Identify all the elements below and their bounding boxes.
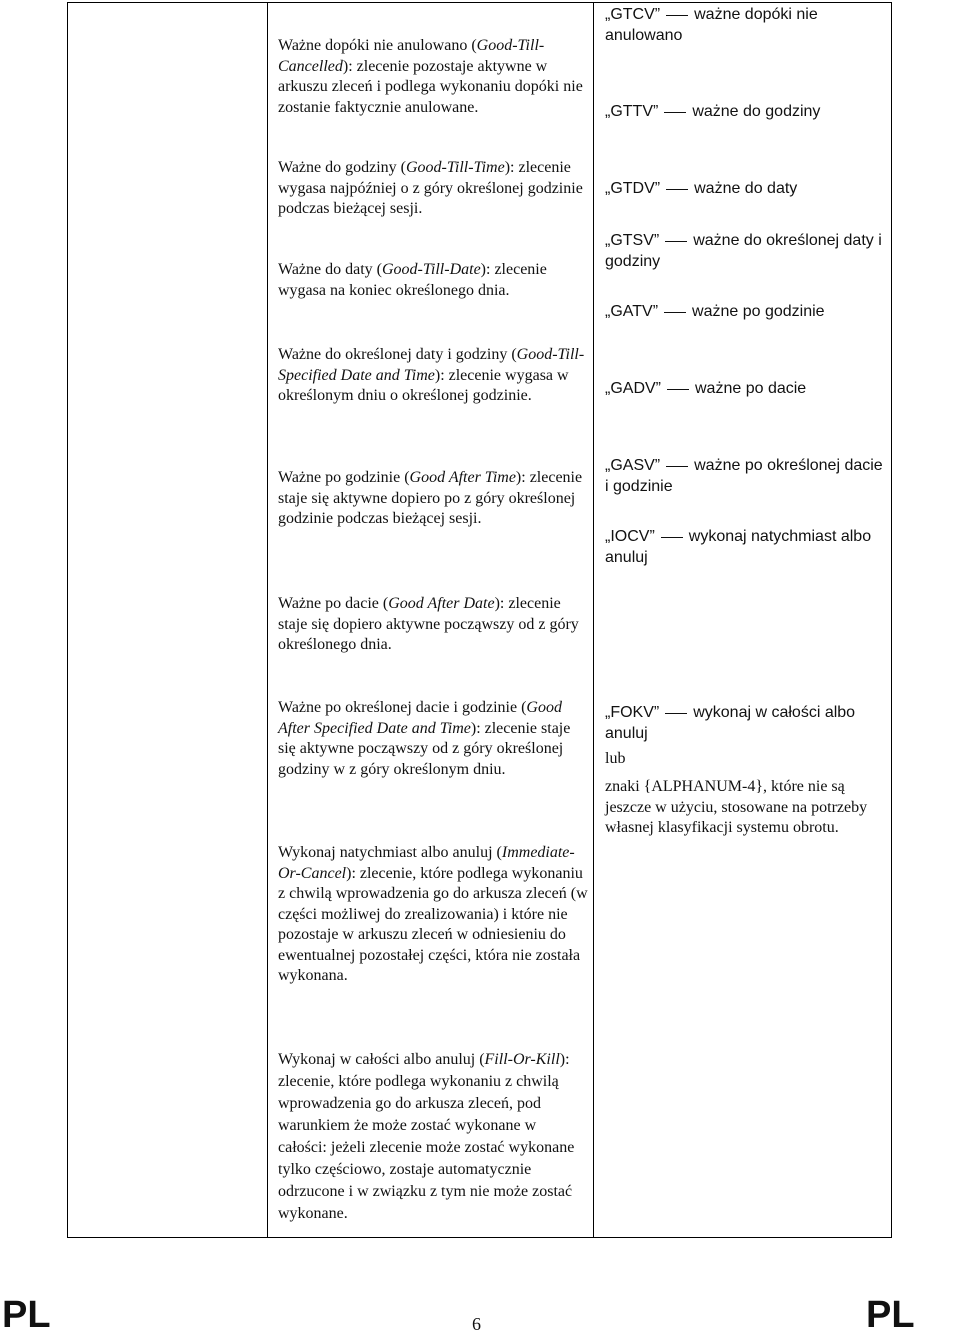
- description-text: ): zlecenie wygasa w określonym dniu o określonej godzinie.: [278, 366, 569, 404]
- description-gtd: [278, 260, 588, 301]
- column-divider: [267, 3, 268, 1237]
- column-divider: [593, 3, 594, 1237]
- description-text: Ważne do określonej daty i godziny (: [278, 346, 517, 363]
- description-text: ): zlecenie, które podlega wykonaniu z chwilą wprowadzenia go do arkusza zleceń (w części możliwej do zrealizowania) i które nie pozostaje w arkuszu zleceń w odniesieniu do ewentualnej pozostałej części, która nie została wykonana.: [278, 864, 588, 984]
- code-gasv: „GASV” ważne po określonej dacie i godzinie: [605, 457, 883, 495]
- english-term: Good After Time: [409, 469, 516, 486]
- code-gtcv: „GTCV” ważne dopóki nie anulowano: [605, 6, 818, 44]
- code-fokv: „FOKV” wykonaj w całości albo anuluj: [605, 704, 856, 742]
- description-text: ): zlecenie pozostaje aktywne w arkuszu zleceń i podlega wykonaniu dopóki nie zostanie faktycznie anulowane.: [278, 57, 583, 116]
- or-label: lub: [605, 750, 626, 767]
- description-text: ): zlecenie wygasa najpóźniej o z góry określonej godzinie podczas bieżącej sesji.: [278, 159, 583, 217]
- description-text: Ważne dopóki nie anulowano (: [278, 37, 477, 54]
- description-fok: [278, 1049, 588, 1225]
- footer-language-right: PL: [866, 1294, 915, 1336]
- code-gtdv: „GTDV” ważne do daty: [605, 180, 798, 197]
- description-gtt: [278, 158, 588, 220]
- description-text: ): zlecenie, które podlega wykonaniu z chwilą wprowadzenia go do arkusza zleceń, pod warunkiem że może zostać wykonane w całości: jeżeli zlecenie może zostać wykonane tylko częściowo, zostaje automatycznie odrzucone i w związku z tym nie może zostać wykonane.: [278, 1051, 575, 1222]
- english-term: Immediate-Or-Cancel: [278, 844, 575, 882]
- page-number: 6: [472, 1314, 481, 1334]
- description-text: Wykonaj natychmiast albo anuluj (: [278, 844, 502, 861]
- code-gtsv: „GTSV” ważne do określonej daty i godziny: [605, 232, 882, 270]
- description-gtc: [278, 36, 588, 118]
- description-text: Ważne po godzinie (: [278, 469, 410, 486]
- description-text: ): zlecenie staje się dopiero aktywne począwszy od z góry określonego dnia.: [278, 595, 579, 653]
- description-gad: [278, 594, 588, 656]
- description-text: ): zlecenie wygasa na koniec określonego dnia.: [278, 261, 547, 299]
- code-gttv: „GTTV” ważne do godziny: [605, 103, 821, 120]
- description-text: ): zlecenie staje się aktywne dopiero po z góry określonej godzinie podczas bieżącej sesji.: [278, 469, 583, 527]
- code-gadv: „GADV” ważne po dacie: [605, 380, 807, 397]
- code-gatv: „GATV” ważne po godzinie: [605, 303, 825, 320]
- description-text: Ważne do godziny (: [278, 159, 406, 176]
- description-gasdt: [278, 698, 588, 780]
- english-term: Good-Till-Date: [382, 261, 481, 278]
- english-term: Good-Till-Specified Date and Time: [278, 346, 585, 384]
- description-ioc: [278, 843, 588, 987]
- order-validity-table: [67, 2, 892, 1238]
- description-text: Wykonaj w całości albo anuluj (: [278, 1051, 485, 1068]
- alphanum-note: znaki {ALPHANUM-4}, które nie są jeszcze w użyciu, stosowane na potrzeby własnej klasyfikacji systemu obrotu.: [605, 778, 868, 836]
- english-term: Good After Date: [388, 595, 495, 612]
- english-term: Fill-Or-Kill: [484, 1051, 560, 1068]
- description-gtsdt: [278, 345, 588, 407]
- description-text: Ważne po dacie (: [278, 595, 389, 612]
- code-iocv: „IOCV” wykonaj natychmiast albo anuluj: [605, 528, 872, 566]
- footer-language-left: PL: [2, 1294, 51, 1336]
- english-term: Good After Specified Date and Time: [278, 699, 562, 737]
- description-text: ): zlecenie staje się aktywne począwszy od z góry określonej godziny w z góry określonym dniu.: [278, 719, 571, 778]
- description-text: Ważne do daty (: [278, 261, 382, 278]
- english-term: Good-Till-Time: [406, 159, 505, 176]
- english-term: Good-Till-Cancelled: [278, 37, 545, 75]
- description-text: Ważne po określonej dacie i godzinie (: [278, 699, 527, 716]
- description-gat: [278, 468, 588, 530]
